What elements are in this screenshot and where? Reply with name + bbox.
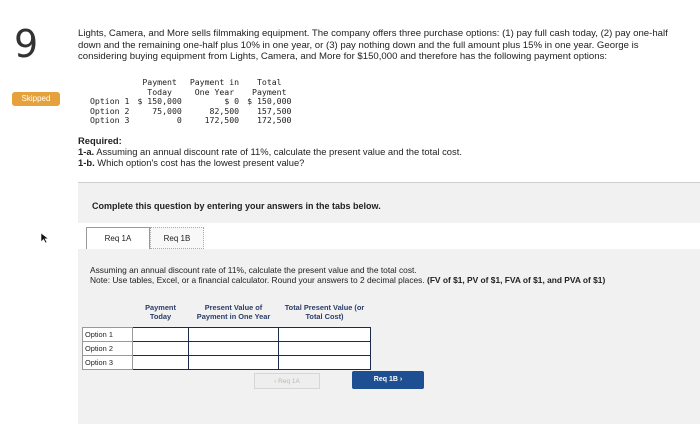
answer-table (82, 301, 371, 370)
chevron-left-icon: ‹ (274, 378, 279, 385)
table-row (83, 328, 371, 342)
answer-input-option3-today[interactable] (133, 356, 189, 370)
tab-content (78, 249, 700, 424)
answer-input-option3-pv[interactable] (189, 356, 279, 370)
table-row (83, 342, 371, 356)
tab-req-1a[interactable]: Req 1A (86, 227, 150, 249)
mouse-pointer-icon (40, 232, 50, 244)
required-item-tag: 1-a. (78, 145, 95, 157)
row-label: Option 1 (83, 328, 133, 342)
instructions: Assuming an annual discount rate of 11%, calculate the present value and the total cost. Note: Use tables, Excel, or a financial calculator. Round your answers to 2 decimal places. (FV of $1, PV of $1, FVA of $1, and PVA of $1) (90, 265, 606, 285)
tab-req-1b[interactable]: Req 1B (150, 227, 204, 249)
required-section (78, 136, 638, 168)
answer-input-option1-today[interactable] (133, 328, 189, 342)
table-row (83, 356, 371, 370)
answer-panel (78, 182, 700, 424)
col-payment-today: Payment Today (145, 303, 176, 321)
answer-input-option1-pv[interactable] (189, 328, 279, 342)
question-number: 9 (14, 22, 39, 66)
header-payment-one-year: Payment in One Year (189, 77, 240, 97)
table-row: Option 3 0 172,500 172,500 (90, 115, 292, 126)
table-row: Option 1 $ 150,000 $ 0 $ 150,000 (90, 96, 292, 107)
required-heading: Required: (78, 135, 122, 146)
answer-input-option3-total[interactable] (279, 356, 371, 370)
panel-heading: Complete this question by entering your answers in the tabs below. (92, 201, 381, 211)
header-payment-today: Payment Today (142, 77, 177, 97)
answer-input-option1-total[interactable] (279, 328, 371, 342)
next-tab-button[interactable]: Req 1B › (352, 371, 424, 389)
prev-tab-button[interactable]: ‹ Req 1A (254, 373, 320, 389)
answer-input-option2-pv[interactable] (189, 342, 279, 356)
table-row: Option 2 75,000 82,500 157,500 (90, 105, 292, 116)
required-item-tag: 1-b. (78, 156, 95, 168)
row-label: Option 3 (83, 356, 133, 370)
panel-header (78, 183, 700, 223)
required-item-text: Which option's cost has the lowest present value? (94, 156, 305, 168)
answer-input-option2-total[interactable] (279, 342, 371, 356)
col-total-pv: Total Present Value (or Total Cost) (284, 303, 365, 321)
header-total-payment: Total Payment (252, 77, 287, 97)
col-pv-one-year: Present Value of Payment in One Year (196, 303, 271, 321)
payment-options-table (86, 78, 295, 126)
chevron-right-icon: › (397, 376, 403, 383)
answer-input-option2-today[interactable] (133, 342, 189, 356)
problem-statement: Lights, Camera, and More sells filmmaking equipment. The company offers three purchase options: (1) pay full cash today, (2) pay one-half down and the remaining one-half plus 10% in one year, or (3) pay nothing down and the full amount plus 15% in one year. George is considering buying equipment from Lights, Camera, and More for $150,000 and therefore has the following payment options: (78, 28, 668, 62)
status-badge: Skipped (12, 92, 60, 106)
required-item-text: Assuming an annual discount rate of 11%, calculate the present value and the total cost. (94, 145, 462, 157)
row-label: Option 2 (83, 342, 133, 356)
